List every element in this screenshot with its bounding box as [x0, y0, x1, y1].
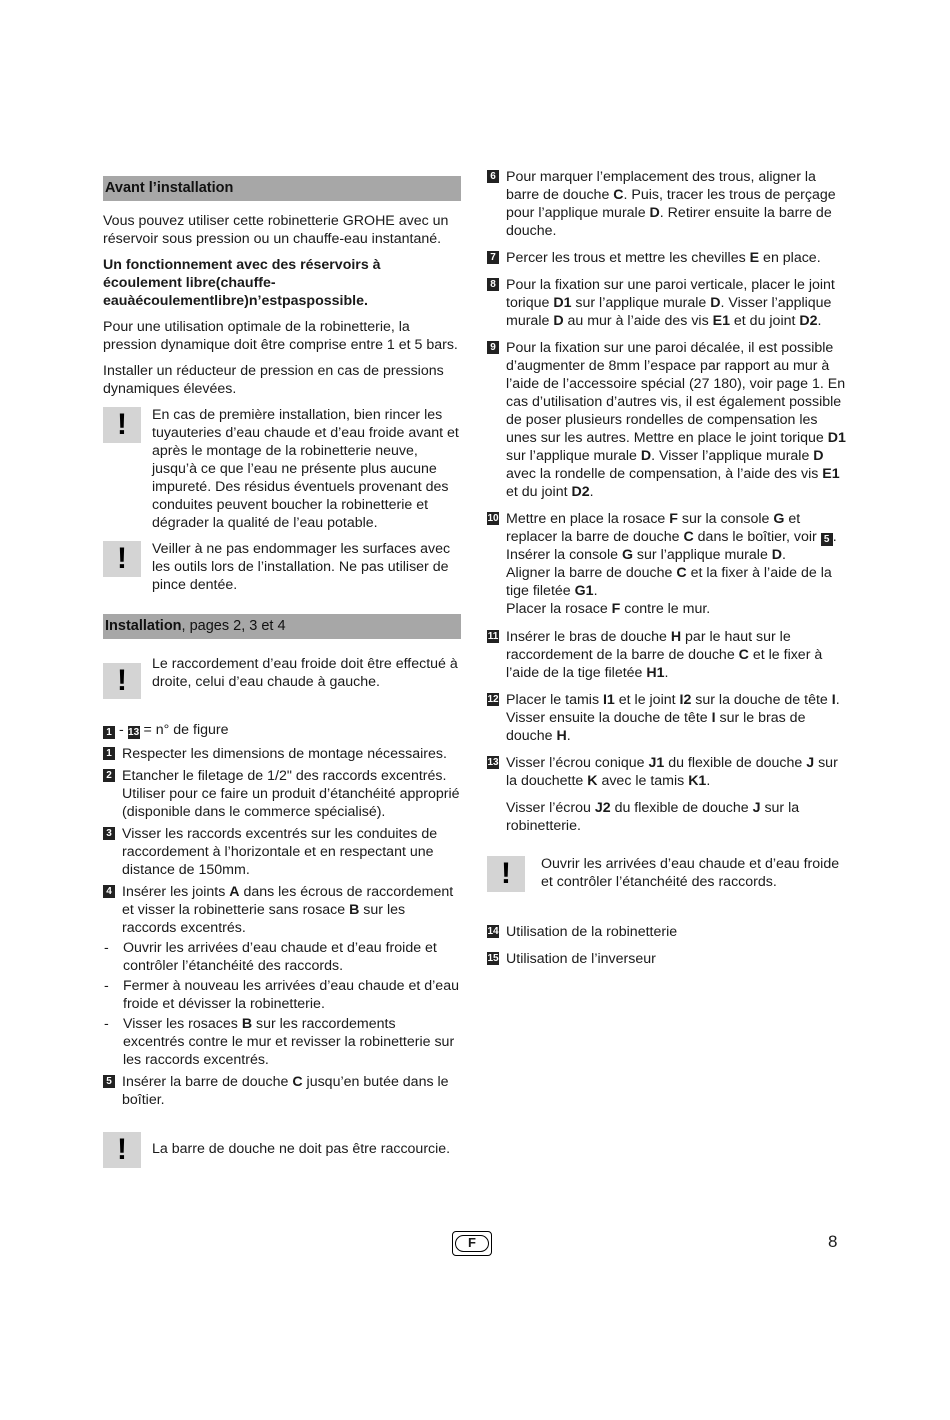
step-15: 15 Utilisation de l’inverseur: [487, 951, 656, 967]
step-13: 13 Visser l’écrou conique J1 du flexible de douche J sur la douchette K avec le tamis K1. Visser l’écrou J2 du flexible de douche J sur la robinetterie.: [487, 755, 838, 834]
figure-number: 14: [487, 926, 499, 937]
figure-number: 13: [128, 727, 140, 738]
warning-note: [103, 1131, 461, 1168]
figure-number: 8: [487, 278, 499, 291]
step-4: 4 Insérer les joints A dans les écrous de raccordement et visser la robinetterie sans rosace B sur les raccords excentrés.: [103, 883, 461, 937]
figure-number: 5: [821, 533, 833, 546]
paragraph: Vous pouvez utiliser cette robinetterie GROHE avec un réservoir sous pression ou un chauffe-eau instantané.: [103, 213, 449, 247]
step-3: 3 Visser les raccords excentrés sur les conduites de raccordement à l’horizontale et en respectant une distance de 150mm.: [103, 825, 461, 879]
step-8: 8 Pour la fixation sur une paroi verticale, placer le joint torique D1 sur l’applique murale D. Visser l’applique murale D au mur à l’aide des vis E1 et du joint D2.: [487, 276, 847, 330]
figure-number: 1: [103, 726, 115, 739]
step-1: 1 Respecter les dimensions de montage nécessaires.: [103, 745, 461, 763]
paragraph: Pour une utilisation optimale de la robinetterie, la pression dynamique doit être comprise entre 1 et 5 bars.: [103, 319, 458, 353]
figure-number: 6: [487, 170, 499, 183]
warning-text: Le raccordement d’eau froide doit être effectué à droite, celui d’eau chaude à gauche.: [152, 656, 458, 690]
figure-number: 2: [103, 769, 115, 782]
step-9: 9 Pour la fixation sur une paroi décalée, il est possible d’augmenter de 8mm l’espace par rapport au mur à l’aide de l’accessoire spécial (27 180), voir page 1. En cas d’utilisation d’autres vis, il est également possible de poser plusieurs rondelles de compensation les unes sur les autres. Mettre en place le joint torique D1 sur l’applique murale D. Visser l’applique murale D avec la rondelle de compensation, à l’aide des vis E1 et du joint D2.: [487, 339, 847, 501]
figure-number: 9: [487, 341, 499, 354]
warning-icon: !: [103, 541, 141, 577]
figure-number: 3: [103, 827, 115, 840]
language-badge: [452, 1231, 492, 1256]
paragraph-bold: Un fonctionnement avec des réservoirs à écoulement libre(chauffe-eauàécoulementlibre)n’estpaspossible.: [103, 257, 381, 309]
section-header-before-installation: Avant l’installation: [103, 176, 461, 201]
dash-item: - Ouvrir les arrivées d’eau chaude et d’eau froide et contrôler l’étanchéité des raccords.: [104, 940, 437, 974]
figure-number: 10: [487, 513, 499, 524]
step-12: 12 Placer le tamis I1 et le joint I2 sur la douche de tête I. Visser ensuite la douche de tête I sur le bras de douche H.: [487, 692, 840, 744]
dash-item: - Visser les rosaces B sur les raccordements excentrés contre le mur et revisser la robinetterie sur les raccords excentrés.: [104, 1016, 455, 1068]
figure-number: 13: [487, 757, 499, 768]
dash-item: - Fermer à nouveau les arrivées d’eau chaude et d’eau froide et dévisser la robinetterie.: [104, 978, 459, 1012]
figure-legend: 1 - 13 = n° de figure: [103, 721, 461, 739]
left-column: [103, 168, 461, 1168]
figure-number: 1: [103, 747, 115, 760]
warning-note: [103, 655, 461, 699]
warning-icon: !: [103, 407, 141, 443]
figure-number: 7: [487, 251, 499, 264]
step-5: 5 Insérer la barre de douche C jusqu’en butée dans le boîtier.: [103, 1073, 461, 1109]
step-14: 14 Utilisation de la robinetterie: [487, 924, 678, 940]
warning-icon: !: [487, 856, 525, 892]
step-6: 6 Pour marquer l’emplacement des trous, aligner la barre de douche C. Puis, tracer les trous de perçage pour l’applique murale D. Retirer ensuite la barre de douche.: [487, 168, 847, 240]
section-header-installation: Installation, pages 2, 3 et 4: [103, 614, 461, 639]
figure-number: 4: [103, 885, 115, 898]
step-11: 11 Insérer le bras de douche H par le haut sur le raccordement de la barre de douche C et le fixer à l’aide de la tige filetée H1.: [487, 629, 823, 681]
warning-note: [103, 540, 461, 594]
warning-text: En cas de première installation, bien rincer les tuyauteries d’eau chaude et d’eau froide avant et après le montage de la robinetterie neuve, jusqu’à ce que l’eau ne présente plus aucune impureté. Des résidus éventuels provenant des conduites peuvent boucher la robinetterie et dégrader la qualité de l’eau potable.: [152, 407, 459, 531]
warning-note: [487, 855, 847, 892]
step-10: 10 Mettre en place la rosace F sur la console G et replacer la barre de douche C dans le boîtier, voir 5 . Insérer la console G sur l’applique murale D. Aligner la barre de douche C et la fixer à l’aide de la tige filetée G1. Placer la rosace F contre le mur.: [487, 511, 837, 617]
figure-number: 5: [103, 1075, 115, 1088]
warning-note: [103, 406, 461, 532]
warning-text: Veiller à ne pas endommager les surfaces avec les outils lors de l’installation. Ne pas utiliser de pince dentée.: [152, 541, 451, 593]
language-code: F: [455, 1235, 489, 1252]
figure-number: 11: [487, 631, 499, 642]
figure-number: 12: [487, 694, 499, 705]
step-7: 7 Percer les trous et mettre les chevilles E en place.: [487, 249, 847, 267]
warning-text: La barre de douche ne doit pas être raccourcie.: [152, 1141, 451, 1157]
step-2: 2 Etancher le filetage de 1/2" des raccords excentrés. Utiliser pour ce faire un produit d’étanchéité approprié (disponible dans le commerce spécialisé).: [103, 767, 461, 821]
warning-icon: !: [103, 1132, 141, 1168]
paragraph: Installer un réducteur de pression en cas de pressions dynamiques élevées.: [103, 363, 444, 397]
warning-text: Ouvrir les arrivées d’eau chaude et d’eau froide et contrôler l’étanchéité des raccords.: [541, 856, 840, 890]
right-column: [487, 168, 847, 968]
figure-number: 15: [487, 953, 499, 964]
page-number: 8: [828, 1232, 838, 1251]
warning-icon: !: [103, 663, 141, 699]
